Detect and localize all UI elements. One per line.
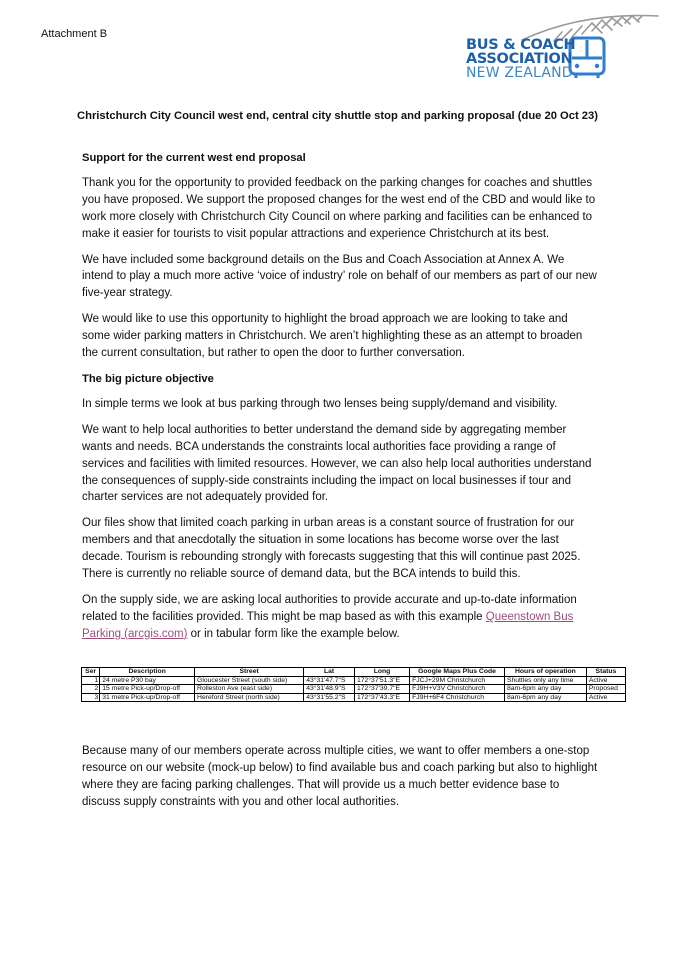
table-cell: 3 — [82, 693, 100, 702]
table-cell: Rolleston Ave (east side) — [195, 685, 304, 694]
document-title: Christchurch City Council west end, central city shuttle stop and parking proposal (due 20 Oct 23) — [77, 110, 598, 122]
table-row — [82, 676, 626, 685]
column-header: Ser — [82, 668, 100, 677]
table-cell: 8am-6pm any day — [504, 693, 586, 702]
table-cell: 172°37'43.3"E — [354, 693, 409, 702]
table-row — [82, 693, 626, 702]
paragraph: Our files show that limited coach parking in urban areas is a constant source of frustration for our members and that anecdotally the situation in some locations has become worse over the last decade. Tourism is rebounding strongly with forecasts suggesting that this will continue past 2025. There is currently no reliable source of demand data, but the BCA intends to build this. — [82, 517, 581, 581]
table-cell: 172°37'39.7"E — [354, 685, 409, 694]
section-heading-support: Support for the current west end proposal — [82, 152, 306, 164]
table-cell: 15 metre Pick-up/Drop-off — [100, 685, 195, 694]
association-logo — [462, 12, 662, 82]
table-cell: Proposed — [586, 685, 625, 694]
column-header: Description — [100, 668, 195, 677]
table-header-row — [82, 668, 626, 677]
section-heading-big-picture: The big picture objective — [82, 372, 214, 385]
table-cell: 24 metre P30 bay — [100, 676, 195, 685]
table-cell: Active — [586, 693, 625, 702]
logo-line-1: BUS & COACH — [466, 37, 576, 53]
paragraph-supply-side — [82, 592, 598, 643]
table-cell: 43°31'47.7"S — [304, 676, 355, 685]
paragraph: We would like to use this opportunity to highlight the broad approach we are looking to take and some wider parking matters in Christchurch. We aren’t highlighting these as an attempt to broaden the current consultation, but rather to open the door to further conversation. — [82, 313, 583, 360]
column-header: Hours of operation — [504, 668, 586, 677]
table-cell: Gloucester Street (south side) — [195, 676, 304, 685]
paragraph: We want to help local authorities to better understand the demand side by aggregating member wants and needs. BCA understands the constraints local authorities face providing a range of services and facilities with limited resources. However, we can also help local authorities understand the consequences of supply-side constraints including the impact on local businesses if tour and charter services are not adequately provided for. — [82, 423, 592, 504]
table-cell: 172°37'51.3"E — [354, 676, 409, 685]
table-cell: FJ9H+V3V Christchurch — [410, 685, 505, 694]
parking-table — [81, 667, 626, 702]
logo-line-2: ASSOCIATION — [466, 51, 573, 67]
column-header: Lat — [304, 668, 355, 677]
paragraph-text: or in tabular form like the example below. — [187, 627, 400, 640]
paragraph-closing: Because many of our members operate across multiple cities, we want to offer members a one-stop resource on our website (mock-up below) to find available bus and coach parking but also to highlight where they are facing parking challenges. That will provide us a much better evidence base to discuss supply constraints with you and other local authorities. — [82, 745, 598, 808]
table-cell: Hereford Street (north side) — [195, 693, 304, 702]
table-cell: 43°31'48.9"S — [304, 685, 355, 694]
paragraph: We have included some background details on the Bus and Coach Association at Annex A. We intend to play a much more active ‘voice of industry’ role on behalf of our members as part of our new five-year strategy. — [82, 253, 597, 300]
table-cell: 43°31'55.2"S — [304, 693, 355, 702]
table-cell: 31 metre Pick-up/Drop-off — [100, 693, 195, 702]
paragraph: Thank you for the opportunity to provided feedback on the parking changes for coaches and shuttles you have proposed. We support the proposed changes for the west end of the CBD and would like to work more closely with Christchurch City Council on where parking and facilities can be enhanced to make it easier for tourists to visit popular attractions and experience Christchurch at its best. — [82, 176, 596, 240]
table-cell: FJ9H+6F4 Christchurch — [410, 693, 505, 702]
table-cell: 1 — [82, 676, 100, 685]
table-cell: 8am-6pm any day — [504, 685, 586, 694]
paragraph: In simple terms we look at bus parking through two lenses being supply/demand and visibility. — [82, 397, 558, 410]
column-header: Status — [586, 668, 625, 677]
attachment-label: Attachment B — [41, 28, 108, 40]
table-row — [82, 685, 626, 694]
queenstown-bus-parking-link[interactable]: Queenstown Bus Parking (arcgis.com) — [82, 610, 574, 640]
document-body — [82, 150, 598, 652]
paragraph-text: On the supply side, we are asking local authorities to provide accurate and up-to-date information related to the facilities provided. This might be map based as with this example — [82, 593, 577, 623]
column-header: Google Maps Plus Code — [410, 668, 505, 677]
table-cell: Shuttles only any time — [504, 676, 586, 685]
table-cell: 2 — [82, 685, 100, 694]
column-header: Long — [354, 668, 409, 677]
table-cell: FJCJ+29M Christchurch — [410, 676, 505, 685]
closing-section — [82, 743, 598, 811]
table-cell: Active — [586, 676, 625, 685]
logo-line-3: NEW ZEALAND — [466, 65, 573, 81]
column-header: Street — [195, 668, 304, 677]
